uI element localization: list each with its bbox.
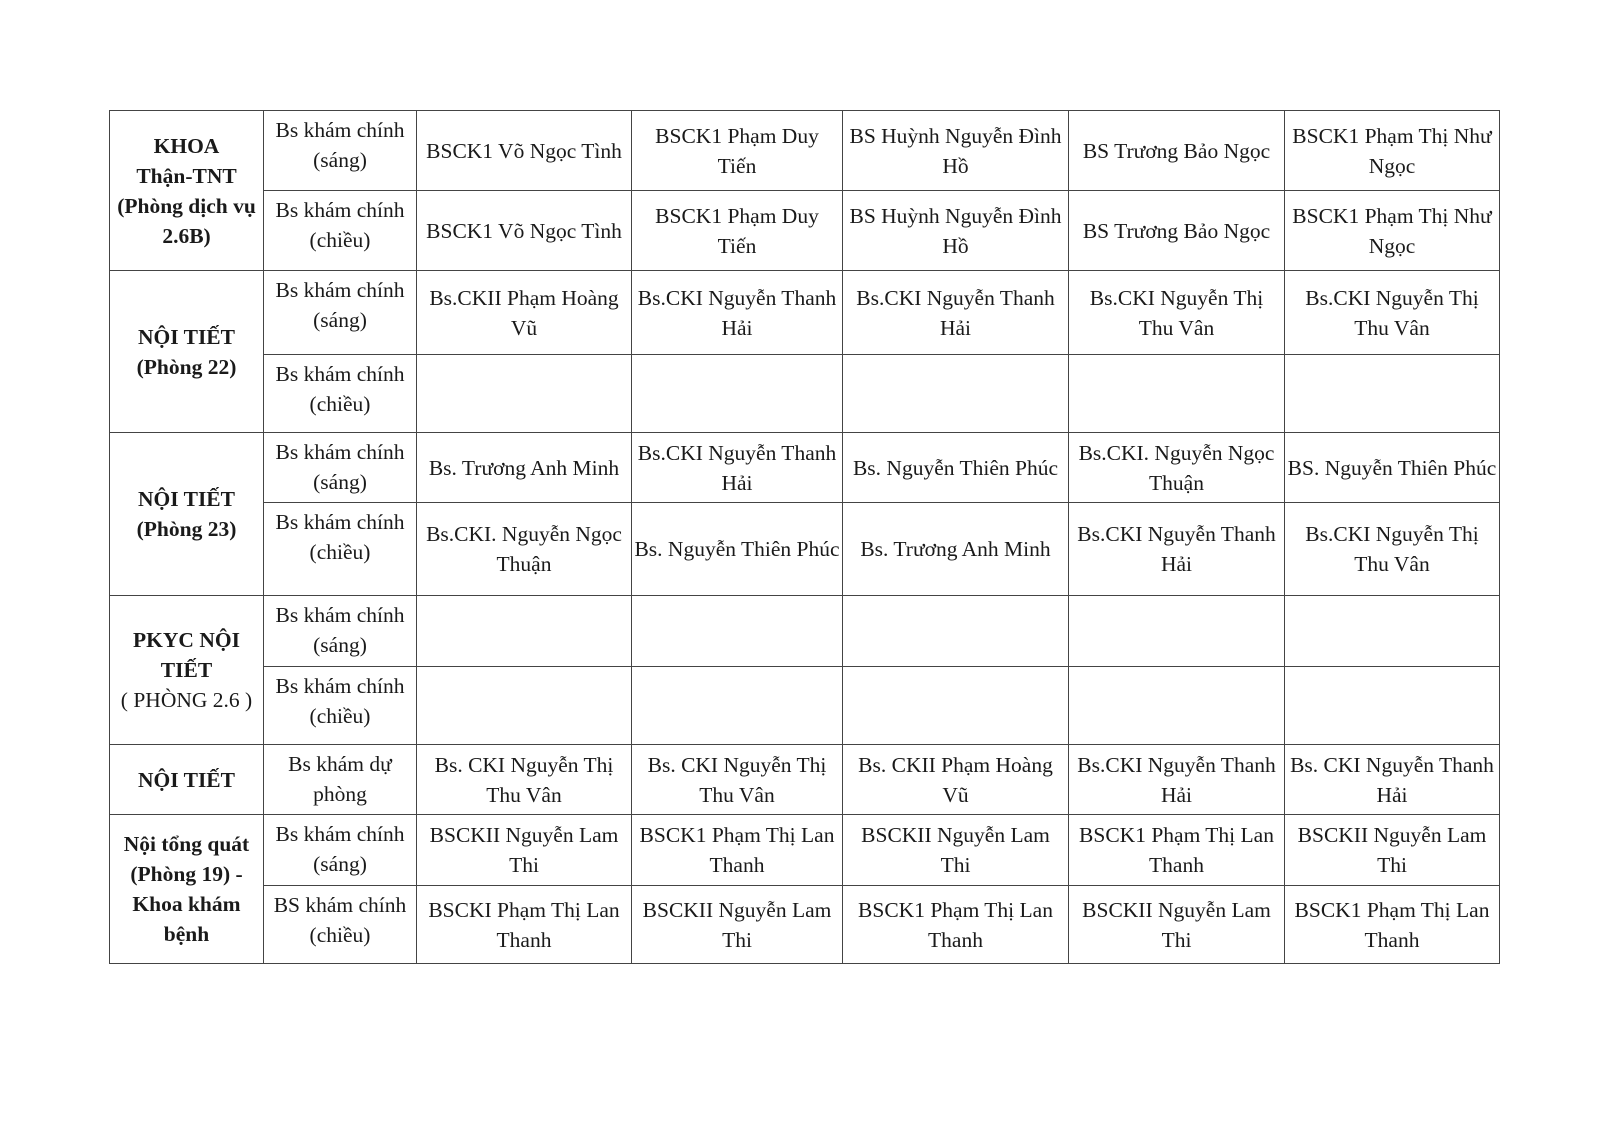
table-row bbox=[110, 596, 1500, 667]
doctor-cell: BSCK1 Phạm Duy Tiến bbox=[632, 191, 843, 271]
department-cell bbox=[110, 815, 264, 964]
doctor-cell: Bs. Nguyễn Thiên Phúc bbox=[632, 503, 843, 596]
doctor-cell: Bs.CKI Nguyễn Thanh Hải bbox=[1069, 503, 1285, 596]
doctor-cell: BS. Nguyễn Thiên Phúc bbox=[1285, 433, 1500, 503]
department-label: KHOA bbox=[153, 133, 220, 158]
doctor-cell: BSCK1 Phạm Thị Lan Thanh bbox=[1069, 815, 1285, 886]
doctor-cell: Bs.CKII Phạm Hoàng Vũ bbox=[417, 271, 632, 355]
table-row bbox=[110, 503, 1500, 596]
doctor-cell bbox=[1285, 355, 1500, 433]
doctor-cell: Bs. Trương Anh Minh bbox=[417, 433, 632, 503]
doctor-cell: Bs.CKI Nguyễn Thanh Hải bbox=[1069, 745, 1285, 815]
schedule-body bbox=[110, 111, 1500, 964]
department-label: PKYC NỘI TIẾT bbox=[133, 628, 240, 682]
doctor-cell: Bs.CKI. Nguyễn Ngọc Thuận bbox=[1069, 433, 1285, 503]
role-cell: Bs khám chính (sáng) bbox=[264, 815, 417, 886]
table-row bbox=[110, 815, 1500, 886]
table-row bbox=[110, 667, 1500, 745]
doctor-cell: BS Trương Bảo Ngọc bbox=[1069, 111, 1285, 191]
table-row bbox=[110, 111, 1500, 191]
doctor-cell: Bs. CKI Nguyễn Thị Thu Vân bbox=[632, 745, 843, 815]
doctor-cell: Bs. Nguyễn Thiên Phúc bbox=[843, 433, 1069, 503]
doctor-cell bbox=[632, 667, 843, 745]
doctor-cell: Bs.CKI Nguyễn Thị Thu Vân bbox=[1285, 503, 1500, 596]
doctor-cell: BSCKI Phạm Thị Lan Thanh bbox=[417, 886, 632, 964]
doctor-cell: BSCK1 Phạm Thị Lan Thanh bbox=[843, 886, 1069, 964]
table-row bbox=[110, 271, 1500, 355]
doctor-cell: BSCK1 Phạm Thị Như Ngọc bbox=[1285, 191, 1500, 271]
doctor-cell bbox=[843, 355, 1069, 433]
doctor-cell: BSCKII Nguyễn Lam Thi bbox=[1069, 886, 1285, 964]
doctor-cell: BSCK1 Phạm Thị Như Ngọc bbox=[1285, 111, 1500, 191]
department-label: (Phòng 22) bbox=[136, 354, 237, 379]
doctor-cell bbox=[632, 355, 843, 433]
department-cell bbox=[110, 111, 264, 271]
doctor-cell: BSCKII Nguyễn Lam Thi bbox=[1285, 815, 1500, 886]
doctor-cell: Bs.CKI Nguyễn Thanh Hải bbox=[843, 271, 1069, 355]
doctor-cell: BSCKII Nguyễn Lam Thi bbox=[843, 815, 1069, 886]
doctor-cell: BSCKII Nguyễn Lam Thi bbox=[632, 886, 843, 964]
doctor-cell: Bs. Trương Anh Minh bbox=[843, 503, 1069, 596]
doctor-cell: Bs.CKI Nguyễn Thanh Hải bbox=[632, 433, 843, 503]
doctor-cell bbox=[1285, 667, 1500, 745]
doctor-cell: BSCK1 Phạm Thị Lan Thanh bbox=[1285, 886, 1500, 964]
department-label: Thận-TNT bbox=[136, 163, 237, 188]
doctor-cell: BSCK1 Võ Ngọc Tình bbox=[417, 191, 632, 271]
department-label: ( PHÒNG 2.6 ) bbox=[120, 688, 253, 712]
doctor-cell: Bs. CKI Nguyễn Thị Thu Vân bbox=[417, 745, 632, 815]
role-cell: BS khám chính (chiều) bbox=[264, 886, 417, 964]
doctor-cell: Bs.CKI. Nguyễn Ngọc Thuận bbox=[417, 503, 632, 596]
role-cell: Bs khám chính (sáng) bbox=[264, 111, 417, 191]
doctor-cell: Bs. CKII Phạm Hoàng Vũ bbox=[843, 745, 1069, 815]
table-row bbox=[110, 355, 1500, 433]
role-cell: Bs khám chính (sáng) bbox=[264, 271, 417, 355]
doctor-cell: BSCK1 Phạm Duy Tiến bbox=[632, 111, 843, 191]
department-label: NỘI TIẾT bbox=[138, 487, 235, 511]
doctor-cell: BS Huỳnh Nguyễn Đình Hồ bbox=[843, 111, 1069, 191]
table-row bbox=[110, 191, 1500, 271]
role-cell: Bs khám dự phòng bbox=[264, 745, 417, 815]
department-label: Nội tổng quát (Phòng 19) - Khoa khám bệnh bbox=[123, 832, 250, 946]
role-cell: Bs khám chính (chiều) bbox=[264, 667, 417, 745]
department-label: (Phòng dịch vụ 2.6B) bbox=[117, 193, 256, 248]
doctor-cell: BS Trương Bảo Ngọc bbox=[1069, 191, 1285, 271]
doctor-cell bbox=[417, 667, 632, 745]
doctor-cell: BSCKII Nguyễn Lam Thi bbox=[417, 815, 632, 886]
doctor-cell bbox=[843, 667, 1069, 745]
role-cell: Bs khám chính (chiều) bbox=[264, 191, 417, 271]
doctor-cell bbox=[843, 596, 1069, 667]
doctor-cell bbox=[1069, 355, 1285, 433]
department-label: NỘI TIẾT bbox=[138, 324, 235, 349]
doctor-cell bbox=[417, 355, 632, 433]
department-label: NỘI TIẾT bbox=[138, 767, 235, 792]
table-row bbox=[110, 433, 1500, 503]
doctor-cell: Bs. CKI Nguyễn Thanh Hải bbox=[1285, 745, 1500, 815]
doctor-cell: Bs.CKI Nguyễn Thanh Hải bbox=[632, 271, 843, 355]
department-label: (Phòng 23) bbox=[136, 517, 237, 541]
doctor-cell: Bs.CKI Nguyễn Thị Thu Vân bbox=[1285, 271, 1500, 355]
doctor-cell bbox=[1069, 596, 1285, 667]
doctor-cell bbox=[417, 596, 632, 667]
doctor-cell bbox=[1285, 596, 1500, 667]
doctor-cell bbox=[632, 596, 843, 667]
doctor-cell bbox=[1069, 667, 1285, 745]
department-cell bbox=[110, 596, 264, 745]
department-cell bbox=[110, 745, 264, 815]
doctor-cell: Bs.CKI Nguyễn Thị Thu Vân bbox=[1069, 271, 1285, 355]
table-row bbox=[110, 886, 1500, 964]
role-cell: Bs khám chính (chiều) bbox=[264, 503, 417, 596]
doctor-cell: BSCK1 Võ Ngọc Tình bbox=[417, 111, 632, 191]
department-cell bbox=[110, 433, 264, 596]
role-cell: Bs khám chính (sáng) bbox=[264, 433, 417, 503]
duty-schedule-table bbox=[109, 110, 1500, 964]
doctor-cell: BS Huỳnh Nguyễn Đình Hồ bbox=[843, 191, 1069, 271]
doctor-cell: BSCK1 Phạm Thị Lan Thanh bbox=[632, 815, 843, 886]
role-cell: Bs khám chính (chiều) bbox=[264, 355, 417, 433]
table-row bbox=[110, 745, 1500, 815]
role-cell: Bs khám chính (sáng) bbox=[264, 596, 417, 667]
department-cell bbox=[110, 271, 264, 433]
